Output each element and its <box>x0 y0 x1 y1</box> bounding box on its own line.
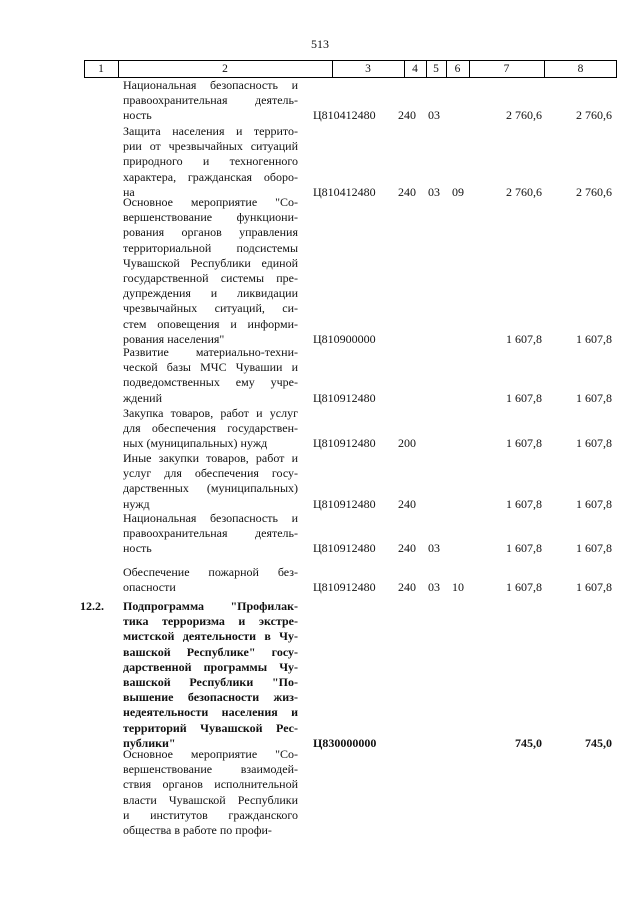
row-name-line: правоохранительная деятель- <box>123 526 298 541</box>
table-header <box>84 60 617 78</box>
row-name <box>123 747 298 838</box>
row-expense-type: 240 <box>398 580 416 595</box>
row-amount-2: 1 607,8 <box>576 580 612 595</box>
page-number: 513 <box>311 37 329 51</box>
row-name-line: Иные закупки товаров, работ и <box>123 451 298 465</box>
row-name-line: ность <box>123 541 152 556</box>
row-name-line: вышение безопасности жиз- <box>123 690 298 705</box>
row-name <box>123 406 298 452</box>
row-name-line: вершенствование взаимодей- <box>123 762 298 777</box>
row-amount-1: 2 760,6 <box>506 184 542 199</box>
row-name-line: и институтов гражданского <box>123 807 298 822</box>
row-name-line: услуг для обеспечения госу- <box>123 466 298 481</box>
row-name-line: рования населения" <box>123 331 225 346</box>
row-expense-type: 240 <box>398 108 416 123</box>
row-name-line: ческой базы МЧС Чувашии и <box>123 360 298 375</box>
header-col-6: 6 <box>454 63 461 75</box>
row-number: 12.2. <box>80 599 104 613</box>
row-code: Ц810912480 <box>313 390 376 405</box>
row-amount-1: 1 607,8 <box>506 580 542 595</box>
row-code: Ц810912480 <box>313 436 376 451</box>
row-name-line: ждений <box>123 390 162 405</box>
row-name-line: дарственной программы Чу- <box>123 659 298 674</box>
row-name-line: характера, гражданская оборо- <box>123 169 298 184</box>
row-code: Ц830000000 <box>313 735 377 750</box>
row-name-line: Основное мероприятие "Со- <box>123 747 298 761</box>
row-name-line: вашской Республики "По- <box>123 675 298 690</box>
row-name-line: Обеспечение пожарной без- <box>123 565 298 579</box>
row-name <box>123 124 298 200</box>
row-name-line: Подпрограмма "Профилак- <box>123 599 298 613</box>
row-subsection: 09 <box>452 184 464 199</box>
row-name-line: Защита населения и террито- <box>123 124 298 138</box>
row-name-line: Национальная безопасность и <box>123 511 298 525</box>
row-code: Ц810412480 <box>313 184 376 199</box>
row-name-line: территориальной подсистемы <box>123 240 298 255</box>
row-expense-type: 200 <box>398 436 416 451</box>
row-amount-1: 1 607,8 <box>506 496 542 511</box>
row-code: Ц810912480 <box>313 580 376 595</box>
row-expense-type: 240 <box>398 496 416 511</box>
row-name-line: правоохранительная деятель- <box>123 93 298 108</box>
row-name-line: публики" <box>123 735 176 750</box>
row-section: 03 <box>428 580 440 595</box>
row-name-line: территорий Чувашской Рес- <box>123 720 298 735</box>
header-col-2: 2 <box>222 63 228 75</box>
row-code: Ц810412480 <box>313 108 376 123</box>
row-name-line: власти Чувашской Республики <box>123 792 298 807</box>
row-expense-type: 240 <box>398 541 416 556</box>
header-col-1: 1 <box>98 63 104 75</box>
row-name-line: Основное мероприятие "Со- <box>123 195 298 209</box>
row-name <box>123 599 298 751</box>
row-name-line: государственной системы пре- <box>123 271 298 286</box>
row-name <box>123 345 298 406</box>
row-amount-2: 1 607,8 <box>576 496 612 511</box>
row-expense-type: 240 <box>398 184 416 199</box>
row-name-line: чрезвычайных ситуаций, си- <box>123 301 298 316</box>
row-amount-2: 2 760,6 <box>576 108 612 123</box>
row-section: 03 <box>428 184 440 199</box>
row-name-line: дупреждения и ликвидации <box>123 286 298 301</box>
row-amount-2: 745,0 <box>585 735 612 750</box>
row-name-line: вершенствование функциони- <box>123 210 298 225</box>
row-name <box>123 451 298 512</box>
row-name-line: рии от чрезвычайных ситуаций <box>123 139 298 154</box>
header-col-3: 3 <box>365 63 371 75</box>
row-code: Ц810912480 <box>313 496 376 511</box>
header-col-4: 4 <box>412 63 418 75</box>
row-code: Ц810912480 <box>313 541 376 556</box>
row-name-line: вашской Республике" госу- <box>123 644 298 659</box>
row-name-line: на <box>123 184 135 199</box>
row-name-line: нужд <box>123 496 150 511</box>
header-col-7: 7 <box>503 63 510 75</box>
header-col-8: 8 <box>577 63 584 75</box>
row-amount-2: 1 607,8 <box>576 541 612 556</box>
row-code: Ц810900000 <box>313 331 376 346</box>
row-name <box>123 78 298 124</box>
row-amount-1: 1 607,8 <box>506 541 542 556</box>
row-name-line: Национальная безопасность и <box>123 78 298 92</box>
row-amount-1: 1 607,8 <box>506 436 542 451</box>
row-name-line: ность <box>123 108 152 123</box>
row-amount-1: 1 607,8 <box>506 390 542 405</box>
row-name-line: мистской деятельности в Чу- <box>123 629 298 644</box>
row-name <box>123 511 298 557</box>
header-col-5: 5 <box>433 63 439 75</box>
row-name-line: тика терроризма и экстре- <box>123 614 298 629</box>
row-amount-2: 1 607,8 <box>576 331 612 346</box>
row-name-line: недеятельности населения и <box>123 705 298 720</box>
row-name-line: ствия органов исполнительной <box>123 777 298 792</box>
row-name-line: Закупка товаров, работ и услуг <box>123 406 298 420</box>
row-section: 03 <box>428 108 440 123</box>
row-amount-1: 2 760,6 <box>506 108 542 123</box>
row-name-line: природного и техногенного <box>123 154 298 169</box>
row-amount-1: 1 607,8 <box>506 331 542 346</box>
row-name-line: подведомственных ему учре- <box>123 375 298 390</box>
row-amount-1: 745,0 <box>515 735 542 750</box>
row-name-line: для обеспечения государствен- <box>123 421 298 436</box>
row-name-line: стем оповещения и информи- <box>123 316 298 331</box>
row-amount-2: 2 760,6 <box>576 184 612 199</box>
row-name-line: рования органов управления <box>123 225 298 240</box>
row-name-line: общества в работе по профи- <box>123 823 272 838</box>
row-amount-2: 1 607,8 <box>576 436 612 451</box>
row-amount-2: 1 607,8 <box>576 390 612 405</box>
row-name <box>123 195 298 347</box>
row-name-line: Чувашской Республики единой <box>123 255 298 270</box>
row-name <box>123 565 298 595</box>
row-section: 03 <box>428 541 440 556</box>
row-name-line: опасности <box>123 580 176 595</box>
row-name-line: Развитие материально-техни- <box>123 345 298 359</box>
row-subsection: 10 <box>452 580 464 595</box>
row-name-line: ных (муниципальных) нужд <box>123 436 268 451</box>
row-name-line: дарственных (муниципальных) <box>123 481 298 496</box>
